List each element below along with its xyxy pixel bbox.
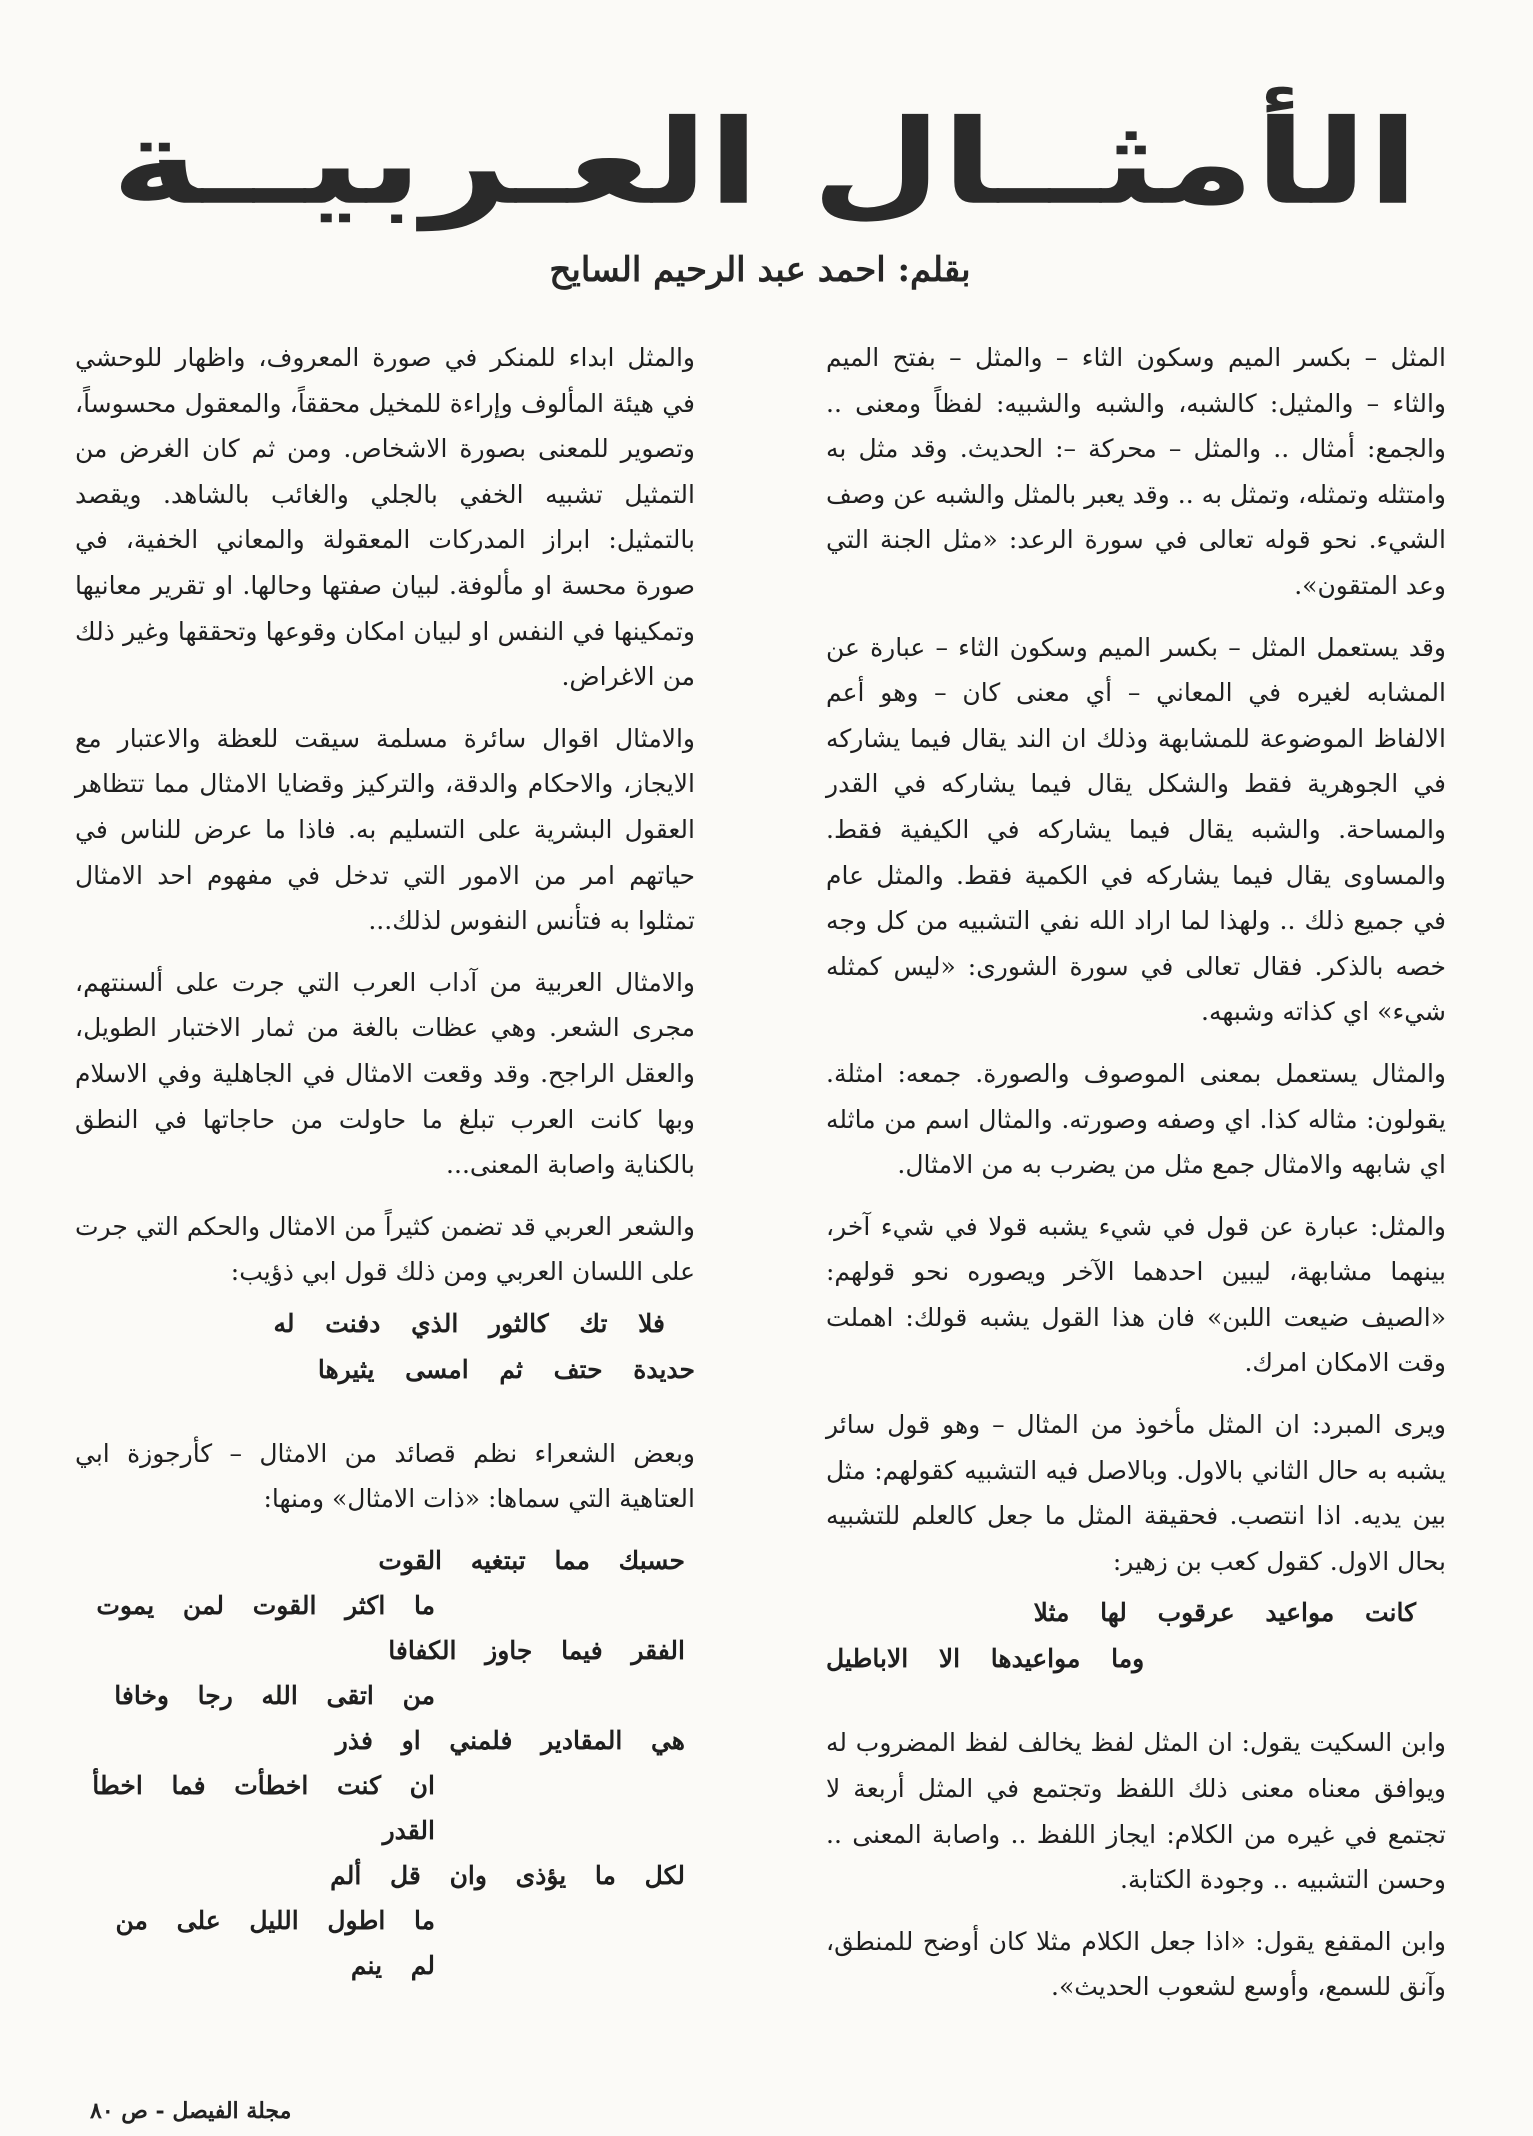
paragraph: والامثال اقوال سائرة مسلمة سيقت للعظة والاعتبار مع الايجاز، والاحكام والدقة، والتركيز وقضايا الامثال مما تتظاهر العقول البشرية على التسليم به. فاذا ما عرض للناس في حياتهم امر من الامور التي تدخل في مفهوم احد الامثال تمثلوا به فتأنس النفوس لذلك... [75,723,695,936]
poem-verse [826,1590,1446,1682]
paragraph: وبعض الشعراء نظم قصائد من الامثال – كأرجوزة ابي العتاهية التي سماها: «ذات الامثال» ومنها: [75,1438,695,1514]
page-footer: مجلة الفيصل - ص ٨٠ [90,2098,292,2124]
verse-line: هي المقادير فلمني او فذر [335,1726,685,1756]
poem-line: فلا تك كالثور الذي دفنت له [273,1308,665,1338]
paragraph: ويرى المبرد: ان المثل مأخوذ من المثال – وهو قول سائر يشبه به حال الثاني بالاول. وبالاصل فيه التشبيه كقولهم: مثل بين يديه. اذا انتصب. فحقيقة المثل ما جعل كالعلم للتشبيه بحال الاول. كقول كعب بن زهير: [826,1410,1446,1576]
poem-verse [75,1301,695,1393]
paragraph: والمثل ابداء للمنكر في صورة المعروف، واظهار للوحشي في هيئة المألوف وإراءة للمخيل محققاً، والمعقول محسوساً، وتصوير للمعنى بصورة الاشخاص. ومن ثم كان الغرض من التمثيل تشبيه الخفي بالجلي والغائب بالشاهد. ويقصد بالتمثيل: ابراز المدركات المعقولة والمعاني الخفية، في صورة محسة او مألوفة. لبيان صفتها وحالها. او تقرير معانيها وتمكينها في النفس او لبيان امكان وقوعها وتحققها وغير ذلك من الاغراض. [75,343,695,692]
paragraph: والشعر العربي قد تضمن كثيراً من الامثال والحكم التي جرت على اللسان العربي ومن ذلك قول ابي ذؤيب: [75,1211,695,1287]
paragraph: والمثال يستعمل بمعنى الموصوف والصورة. جمعه: امثلة. يقولون: مثاله كذا. اي وصفه وصورته. والمثال اسم من ماثله اي شابهه والامثال جمع مثل من يضرب به من الامثال. [826,1058,1446,1180]
verse-line: الفقر فيما جاوز الكفافا [388,1636,685,1666]
paragraph: وابن المقفع يقول: «اذا جعل الكلام مثلا كان أوضح للمنطق، وآنق للسمع، وأوسع لشعوب الحديث». [826,1926,1446,2002]
paragraph: والمثل: عبارة عن قول في شيء يشبه قولا في شيء آخر، بينهما مشابهة، ليبين احدهما الآخر ويصوره نحو قولهم: «الصيف ضيعت اللبن» فان هذا القول يشبه قولك: اهملت وقت الامكان امرك. [826,1211,1446,1378]
verse-line: ما اطول الليل على من لم ينم [115,1906,435,1981]
paragraph: وابن السكيت يقول: ان المثل لفظ يخالف لفظ المضروب له ويوافق معناه معنى ذلك اللفظ وتجتمع في المثل أربعة لا تجتمع في غيره من الكلام: ايجاز اللفظ .. واصابة المعنى .. وحسن التشبيه .. وجودة الكتابة. [826,1728,1446,1895]
paragraph: المثل – بكسر الميم وسكون الثاء – والمثل – بفتح الميم والثاء – والمثيل: كالشبه، والشبه والشبيه: لفظاً ومعنى .. والجمع: أمثال .. والمثل – محركة –: الحديث. وقد مثل به وامتثله وتمثله، وتمثل به .. وقد يعبر بالمثل والشبه عن وصف الشيء. نحو قوله تعالى في سورة الرعد: «مثل الجنة التي وعد المتقون». [826,343,1446,600]
verse-line: ما اكثر القوت لمن يموت [96,1591,435,1621]
verse-line: ان كنت اخطأت فما اخطأ القدر [92,1771,435,1846]
verse-line: لكل ما يؤذى وان قل ألم [330,1861,685,1891]
poem-line: حديدة حتف ثم امسى يثيرها [317,1354,695,1384]
right-column [826,335,1446,2026]
verses-block [75,1538,695,1988]
paragraph: والامثال العربية من آداب العرب التي جرت على ألسنتهم، مجرى الشعر. وهي عظات بالغة من ثمار الاختبار الطويل، والعقل الراجح. وقد وقعت الامثال في الجاهلية وفي الاسلام وبها كانت العرب تبلغ ما حاولت من حاجاتها في النطق بالكناية واصابة المعنى... [75,967,695,1180]
author-byline: بقلم: احمد عبد الرحيم السايح [549,250,971,290]
left-column [75,335,695,1988]
verse-line: من اتقى الله رجا وخافا [114,1681,435,1711]
paragraph: وقد يستعمل المثل – بكسر الميم وسكون الثاء – عبارة عن المشابه لغيره في المعاني – أي معنى كان – وهو أعم الالفاظ الموضوعة للمشابهة وذلك ان الند يقال فيما يشاركه في الجوهرية فقط والشكل يقال فيما يشاركه في القدر والمساحة. والشبه يقال فيما يشاركه في الكيفية فقط. والمساوى يقال فيما يشاركه في الكمية فقط. والمثل عام في جميع ذلك .. ولهذا لما اراد الله نفي التشبيه من كل وجه خصه بالذكر. فقال تعالى في سورة الشورى: «ليس كمثله شيء» اي كذاته وشبهه. [826,632,1446,1027]
verse-line: حسبك مما تبتغيه القوت [378,1546,685,1576]
poem-line: كانت مواعيد عرقوب لها مثلا [1033,1598,1416,1628]
article-title: الأمثــال العـربيــة [111,95,1419,231]
poem-line: وما مواعيدها الا الاباطيل [826,1644,1145,1674]
